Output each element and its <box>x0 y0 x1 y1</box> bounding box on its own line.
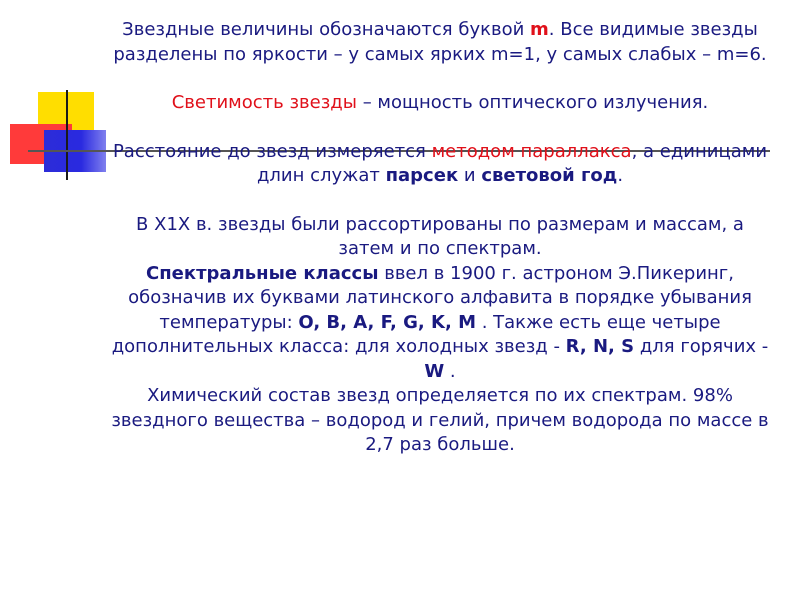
cold-class-list: R, N, S <box>565 336 635 357</box>
paragraph-magnitude <box>110 18 770 67</box>
text: для горячих - <box>634 336 769 357</box>
term-spectral-classes: Спектральные классы <box>146 262 379 284</box>
paragraph-composition <box>110 384 770 458</box>
paragraph-sorting <box>110 213 770 262</box>
term-light-year: световой год <box>481 165 618 186</box>
paragraph-distance <box>110 140 770 189</box>
spectral-class-list: O, B, A, F, G, K, M <box>298 311 476 333</box>
text: Химический состав звезд определяется по их спектрам. 98% звездного вещества – водород и гелий, причем водорода по массе в 2,7 раз больше. <box>111 385 769 455</box>
term-luminosity: Светимость звезды <box>171 92 357 113</box>
text: Расстояние до звезд измеряется <box>112 140 432 162</box>
term-parallax: методом параллакса <box>431 140 632 162</box>
text: . <box>617 165 624 186</box>
paragraph-luminosity <box>110 91 770 116</box>
text: . <box>444 360 456 382</box>
text: Звездные величины обозначаются буквой <box>122 19 531 40</box>
text: В Х1Х в. звезды были рассортированы по размерам и массам, а затем и по спектрам. <box>136 213 744 259</box>
corner-decoration <box>0 0 120 190</box>
text: – мощность оптического излучения. <box>356 92 709 113</box>
hot-class-list: W <box>424 360 445 382</box>
paragraph-spectral <box>110 262 770 385</box>
text: , а единицами длин служат <box>256 140 768 186</box>
text: ввел в 1900 г. астроном Э.Пикеринг, обозначив их буквами латинского алфавита в порядке убывания температуры: <box>128 262 752 333</box>
term-parsec: парсек <box>385 165 459 186</box>
text: и <box>458 165 482 186</box>
magnitude-symbol: m <box>530 19 549 40</box>
text: . Также есть еще четыре дополнительных класса: для холодных звезд - <box>111 311 721 357</box>
vertical-rule <box>66 90 68 180</box>
text: . Все видимые звезды разделены по яркости – у самых ярких m=1, у самых слабых – m=6. <box>113 19 767 65</box>
slide-text <box>110 18 770 458</box>
